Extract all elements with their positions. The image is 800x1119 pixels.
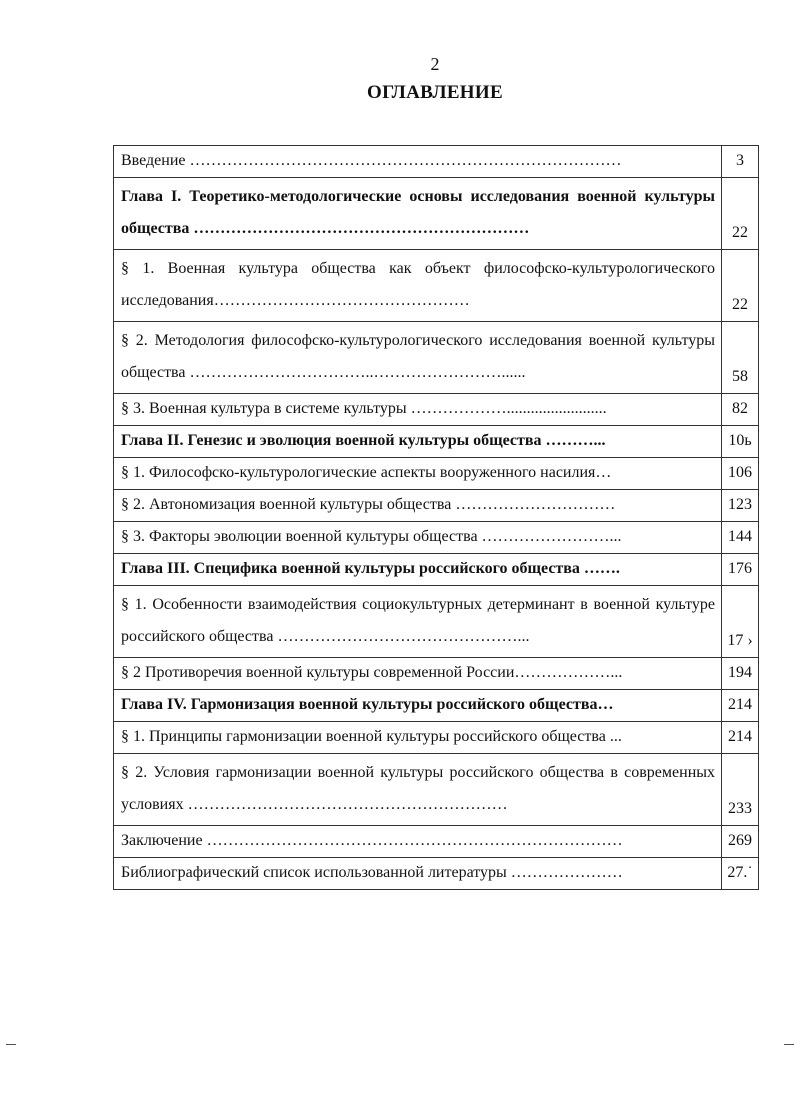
toc-entry-text: § 1. Военная культура общества как объект философско-культурологического исследования…………………………………………: [114, 250, 722, 322]
toc-row: [114, 178, 759, 250]
toc-entry-text: Библиографический список использованной литературы …………………: [114, 858, 722, 890]
toc-entry-text: Глава IV. Гармонизация военной культуры российского общества…: [114, 690, 722, 722]
toc-row: [114, 826, 759, 858]
toc-page-number: 269: [722, 826, 759, 858]
toc-entry-text: § 2 Противоречия военной культуры современной России………………...: [114, 658, 722, 690]
toc-row: [114, 722, 759, 754]
toc-page-number: 233: [722, 754, 759, 826]
scan-mark-left: [6, 1044, 16, 1045]
toc-entry-text: § 2. Методология философско-культурологического исследования военной культуры общества ……………………………..……………………......: [114, 322, 722, 394]
toc-entry-text: § 1. Особенности взаимодействия социокультурных детерминант в военной культуре российского общества ………………………………………...: [114, 586, 722, 658]
table-of-contents: [113, 145, 759, 890]
toc-page-number: 22: [722, 250, 759, 322]
scan-mark-right: [784, 1044, 794, 1045]
toc-row: [114, 754, 759, 826]
toc-row: [114, 426, 759, 458]
toc-row: [114, 394, 759, 426]
toc-page-number: 58: [722, 322, 759, 394]
toc-row: [114, 522, 759, 554]
toc-entry-text: Введение ………………………………………………………………………: [114, 146, 722, 178]
toc-entry-text: Глава I. Теоретико-методологические основы исследования военной культуры общества ………………………………………………………: [114, 178, 722, 250]
toc-row: [114, 690, 759, 722]
toc-row: [114, 858, 759, 890]
toc-page-number: 194: [722, 658, 759, 690]
toc-row: [114, 586, 759, 658]
toc-entry-text: Глава III. Специфика военной культуры российского общества …….: [114, 554, 722, 586]
toc-row: [114, 658, 759, 690]
toc-entry-text: Заключение ……………………………………………………………………: [114, 826, 722, 858]
toc-row: [114, 554, 759, 586]
document-title: ОГЛАВЛЕНИЕ: [367, 82, 503, 103]
toc-entry-text: § 2. Автономизация военной культуры общества …………………………: [114, 490, 722, 522]
toc-page-number: 27.˙: [722, 858, 759, 890]
toc-page-number: 214: [722, 722, 759, 754]
toc-page-number: 22: [722, 178, 759, 250]
toc-page-number: 82: [722, 394, 759, 426]
toc-entry-text: § 2. Условия гармонизации военной культуры российского общества в современных условиях ……………………………………………………: [114, 754, 722, 826]
toc-row: [114, 458, 759, 490]
toc-page-number: 123: [722, 490, 759, 522]
toc-entry-text: § 1. Философско-культурологические аспекты вооруженного насилия…: [114, 458, 722, 490]
page-number: 2: [430, 54, 440, 74]
toc-row: [114, 490, 759, 522]
toc-row: [114, 250, 759, 322]
toc-page-number: 3: [722, 146, 759, 178]
toc-entry-text: § 3. Факторы эволюции военной культуры общества ……………………...: [114, 522, 722, 554]
toc-entry-text: Глава II. Генезис и эволюция военной культуры общества ………...: [114, 426, 722, 458]
toc-page-number: 17 ›: [722, 586, 759, 658]
toc-row: [114, 146, 759, 178]
toc-row: [114, 322, 759, 394]
toc-page-number: 144: [722, 522, 759, 554]
toc-entry-text: § 3. Военная культура в системе культуры ……………….........................: [114, 394, 722, 426]
toc-page-number: 10ь: [722, 426, 759, 458]
toc-page-number: 106: [722, 458, 759, 490]
toc-entry-text: § 1. Принципы гармонизации военной культуры российского общества ...: [114, 722, 722, 754]
toc-page-number: 214: [722, 690, 759, 722]
toc-page-number: 176: [722, 554, 759, 586]
